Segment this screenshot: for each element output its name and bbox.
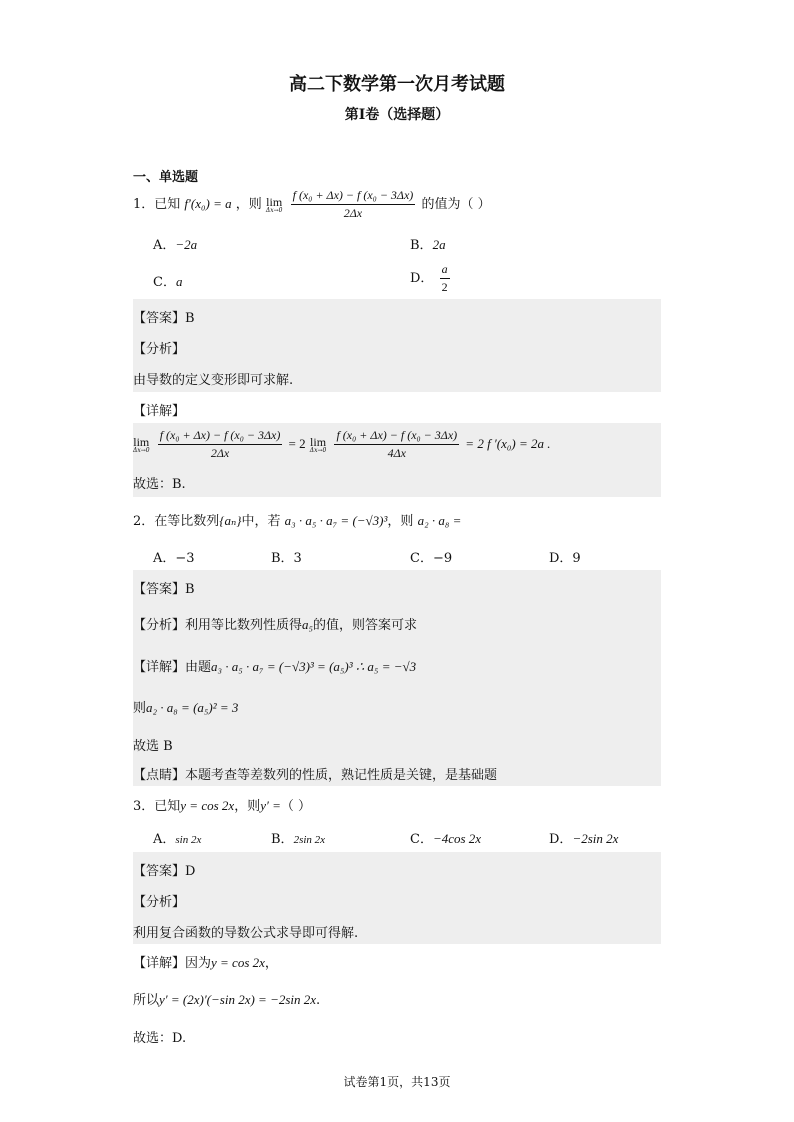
q2-stem-post: ，则 <box>387 514 414 529</box>
q1-detail-equation <box>133 428 551 461</box>
q3-option-a-label: A． <box>153 832 176 847</box>
q2-ask: a₂ · a₈ = <box>417 513 462 528</box>
q3-option-c-label: C． <box>410 832 433 847</box>
q1-option-d-den: 2 <box>441 280 448 294</box>
q3-option-b <box>271 828 325 847</box>
q1-option-b-label: B． <box>410 238 433 253</box>
q2-analysis-var: a₅ <box>302 617 314 632</box>
q1-lim-sub: Δx→0 <box>265 206 283 214</box>
page-footer: 试卷第1页，共13页 <box>343 1075 451 1089</box>
q2-conclusion: 故选 B <box>133 739 173 754</box>
q2-solution-block <box>133 570 661 786</box>
q3-detail-post: ， <box>264 956 278 971</box>
q2-line2-eq: a₂ · a₈ = (a₅)² = 3 <box>146 700 239 715</box>
q3-detail-eq: y = cos 2x <box>211 955 265 970</box>
q3-conclusion: 故选：D. <box>133 1031 187 1046</box>
q2-stem-pre: 2．在等比数列 <box>133 514 220 529</box>
q2-condition: a₃ · a₅ · a₇ = (−√3)³ <box>284 513 388 528</box>
q3-analysis-text: 利用复合函数的导数公式求导即可得解. <box>133 926 359 941</box>
section-heading: 一、单选题 <box>133 170 199 185</box>
q1-option-c-value: a <box>175 274 183 289</box>
q2-analysis-pre: 【分析】利用等比数列性质得 <box>133 618 303 633</box>
q3-option-b-label: B． <box>271 832 294 847</box>
q3-option-b-value: 2sin 2x <box>293 834 326 846</box>
q3-option-d <box>549 828 618 847</box>
q1-limit <box>266 196 283 214</box>
q1-answer: 【答案】B <box>133 311 195 326</box>
q2-comment: 【点睛】本题考查等差数列的性质，熟记性质是关键，是基础题 <box>133 768 498 783</box>
q2-sequence: {aₙ} <box>219 513 242 528</box>
q2-option-a: A．−3 <box>153 551 195 566</box>
q1-detail-den-1: 2Δx <box>210 446 230 460</box>
q1-detail-label: 【详解】 <box>133 404 186 419</box>
q1-detail-end: = 2 f ′(x₀) = 2a . <box>465 436 551 451</box>
q1-option-b <box>410 234 446 253</box>
q1-analysis-label: 【分析】 <box>133 342 186 357</box>
q1-denominator: 2Δx <box>343 206 363 220</box>
q3-option-c <box>410 828 481 847</box>
q3-ask: y′ = <box>260 798 281 813</box>
q1-detail-mid: = 2 <box>288 436 306 451</box>
q2-detail-line2 <box>133 697 238 716</box>
q3-condition: y = cos 2x <box>180 798 235 813</box>
q2-detail-eq: a₃ · a₅ · a₇ = (−√3)³ = (a₅)³ ∴ a₅ = −√3 <box>211 659 417 674</box>
q3-option-a <box>153 828 201 847</box>
q1-detail-fraction-2 <box>334 428 459 461</box>
q3-option-d-label: D． <box>549 832 573 847</box>
q1-detail-lim-word-2: lim <box>310 434 327 449</box>
q3-stem-mid: ，则 <box>234 799 261 814</box>
q2-option-b: B．3 <box>271 551 302 566</box>
q1-detail-fraction-1 <box>158 428 283 461</box>
q1-fraction <box>291 188 416 221</box>
q2-option-c: C．−9 <box>410 551 453 566</box>
q1-detail-lim-word-1: lim <box>133 434 150 449</box>
q1-option-b-value: 2a <box>432 237 446 252</box>
q2-answer: 【答案】B <box>133 582 195 597</box>
q1-detail-lim-1 <box>133 436 150 454</box>
q1-stem-pre: 1．已知 <box>133 197 181 212</box>
q1-analysis-text: 由导数的定义变形即可求解. <box>133 373 294 388</box>
q2-analysis-post: 的值，则答案可求 <box>313 618 418 633</box>
q2-line2-pre: 则 <box>133 701 147 716</box>
q3-detail-pre: 【详解】因为 <box>133 956 212 971</box>
q3-stem-post: （ ） <box>280 799 311 814</box>
q3-option-a-value: sin 2x <box>175 834 202 846</box>
page-title: 高二下数学第一次月考试题 <box>289 74 505 95</box>
q3-line2-post: . <box>316 993 321 1008</box>
q1-stem-post: 的值为（ ） <box>421 197 491 212</box>
q1-detail-lim-2 <box>310 436 327 454</box>
q3-analysis-label: 【分析】 <box>133 895 186 910</box>
q2-detail-pre: 【详解】由题 <box>133 660 212 675</box>
q3-line2-eq: y′ = (2x)′(−sin 2x) = −2sin 2x <box>159 992 317 1007</box>
q1-option-a-label: A． <box>153 238 176 253</box>
q2-option-d: D．9 <box>549 551 581 566</box>
q1-option-d-label: D． <box>410 271 434 286</box>
question-3-stem <box>133 795 311 814</box>
q1-option-a <box>153 234 197 253</box>
q2-analysis <box>133 614 417 633</box>
q1-detail-num-1: f (x₀ + Δx) − f (x₀ − 3Δx) <box>158 428 283 445</box>
q3-option-c-value: −4cos 2x <box>432 831 482 846</box>
q1-condition: f′(x₀) = a <box>184 196 232 211</box>
q3-detail-line2 <box>133 989 320 1008</box>
q1-option-c <box>153 271 182 290</box>
q1-option-d <box>410 262 452 295</box>
q1-lim-word: lim <box>266 194 283 209</box>
q1-conclusion: 故选：B. <box>133 477 186 492</box>
q1-option-c-label: C． <box>153 275 176 290</box>
q1-numerator: f (x₀ + Δx) − f (x₀ − 3Δx) <box>291 188 416 205</box>
q1-detail-lim-sub-1: Δx→0 <box>133 446 150 454</box>
q1-detail-lim-sub-2: Δx→0 <box>309 446 327 454</box>
q1-detail-den-2: 4Δx <box>387 446 406 460</box>
q1-option-d-fraction <box>440 262 450 295</box>
q3-line2-pre: 所以 <box>133 993 160 1008</box>
q1-option-d-num: a <box>440 262 450 279</box>
q2-stem-mid: 中，若 <box>241 514 281 529</box>
q3-option-d-value: −2sin 2x <box>572 831 619 846</box>
q1-detail-num-2: f (x₀ + Δx) − f (x₀ − 3Δx) <box>334 428 459 445</box>
q1-option-a-value: −2a <box>175 237 198 252</box>
q3-answer: 【答案】D <box>133 864 196 879</box>
q3-detail <box>133 952 278 971</box>
question-2-stem <box>133 510 461 529</box>
page-subtitle: 第Ⅰ卷（选择题） <box>344 107 450 123</box>
question-1-stem <box>133 188 491 221</box>
q1-stem-mid: ，则 <box>235 197 262 212</box>
q3-stem-pre: 3．已知 <box>133 799 181 814</box>
q2-detail <box>133 656 416 675</box>
